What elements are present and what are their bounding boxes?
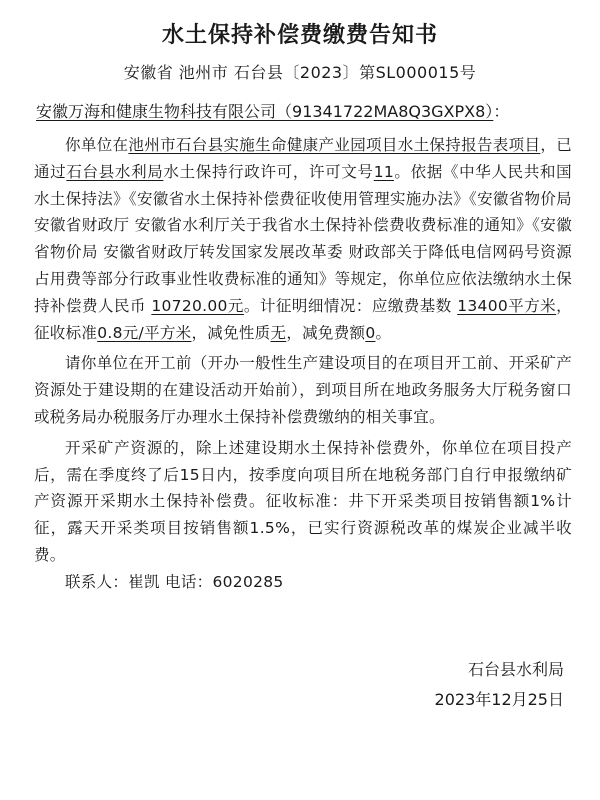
- signature-block: [435, 655, 564, 715]
- text-segment: 水土保持行政许可，许可文号: [163, 162, 374, 181]
- notice-body: [34, 132, 572, 596]
- recipient-credit-code: （91341722MA8Q3GXPX8）: [276, 102, 494, 121]
- text-segment: 。依据《中华人民共和国水土保持法》《安徽省水土保持补偿费征收使用管理实施办法》《安徽省物价局 安徽省财政厅 安徽省水利厅关于我省水土保持补偿费收费标准的通知》《安徽省物价局 安徽省财政厅转发国家发展改革委 财政部关于降低电信网码号资源占用费等部分行政事业性收费标准的通知》等规定，你单位应依法缴纳水土保持补偿费人民币: [34, 162, 572, 315]
- fee-base: 13400平方米: [457, 296, 557, 315]
- contact-line: [34, 569, 572, 596]
- phone-label: 电话：: [165, 572, 213, 591]
- contact-name: 崔凯: [128, 572, 160, 591]
- fee-amount: 10720.00元: [151, 296, 244, 315]
- text-segment: 。计征明细情况：应缴费基数: [243, 296, 452, 315]
- exemption-amount: 0: [365, 323, 376, 342]
- text-segment: ，减免性质: [191, 323, 271, 342]
- paragraph-mining-fee: 开采矿产资源的，除上述建设期水土保持补偿费外，你单位在项目投产后，需在季度终了后15日内，按季度向项目所在地税务部门自行申报缴纳矿产资源开采期水土保持补偿费。征收标准：井下开采类项目按销售额1%计征，露天开采类项目按销售额1.5%，已实行资源税改革的煤炭企业减半收费。: [34, 438, 572, 564]
- fee-rate: 0.8元/平方米: [97, 323, 192, 342]
- exemption-type: 无: [270, 323, 287, 342]
- recipient-line: [36, 100, 570, 124]
- text-segment: 你单位在: [65, 136, 129, 154]
- contact-label: 联系人：: [65, 572, 129, 591]
- document-number: 安徽省 池州市 石台县〔2023〕第SL000015号: [123, 63, 477, 82]
- issuing-organization: 石台县水利局: [467, 660, 564, 679]
- paragraph-assessment: [34, 132, 572, 346]
- issue-date: 2023年12月25日: [434, 690, 564, 709]
- permit-authority: 石台县水利局: [66, 162, 164, 181]
- recipient-colon: ：: [493, 102, 510, 121]
- text-segment: 。: [375, 323, 392, 342]
- recipient-company: 安徽万海和健康生物科技有限公司: [36, 102, 277, 121]
- document-title: 水土保持补偿费缴费告知书: [161, 23, 438, 48]
- text-segment: ，已通过: [34, 136, 573, 181]
- contact-phone: 6020285: [212, 572, 284, 591]
- text-segment: ，征收标准: [34, 296, 572, 342]
- text-segment: ，减免费额: [286, 323, 366, 342]
- license-number: 11: [373, 162, 395, 181]
- paragraph-payment-instructions: 请你单位在开工前（开办一般性生产建设项目的在项目开工前、开采矿产资源处于建设期的在建设活动开始前），到项目所在地政务服务大厅税务窗口或税务局办税服务厅办理水土保持补偿费缴纳的相关事宜。: [34, 354, 572, 426]
- project-name: 池州市石台县实施生命健康产业园项目水土保持报告表项目: [128, 136, 541, 154]
